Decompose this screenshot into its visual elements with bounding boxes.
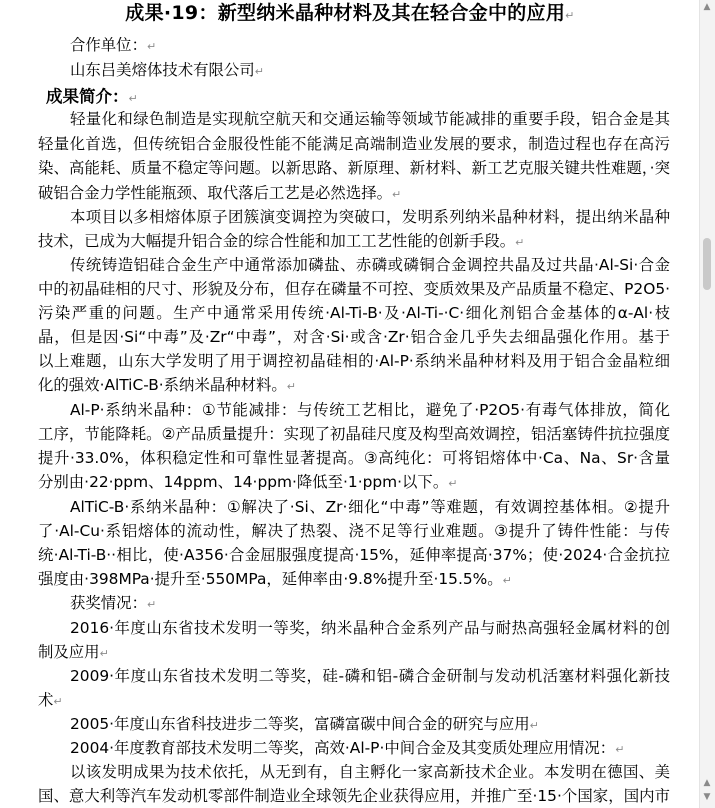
award-line: 2005·年度山东省科技进步二等奖，富磷富碳中间合金的研究与应用↵ — [70, 715, 539, 733]
body-line: 强度由·398MPa·提升至·550MPa，延伸率由·9.8%提升至·15.5%。↵ — [38, 570, 512, 588]
document-title — [0, 0, 700, 26]
vertical-scrollbar[interactable] — [699, 0, 715, 808]
paragraph-mark: ↵ — [565, 9, 575, 22]
body-line: 以该发明成果为技术依托，从无到有，自主孵化一家高新技术企业。本发明在德国、美 — [70, 763, 670, 781]
body-line: 晶，但是因·Si“中毒”及·Zr“中毒”，对含·Si·或含·Zr·铝合金几乎失去细晶强化作用。基于 — [38, 328, 670, 346]
body-line: 染、高能耗、质量不稳定等问题。以新思路、新原理、新材料、新工艺克服关键共性难题，·突 — [38, 159, 670, 177]
body-line: 传统铸造铝硅合金生产中通常添加磷盐、赤磷或磷铜合金调控共晶及过共晶·Al-Si·合金 — [70, 256, 670, 274]
body-line: 分别由·22·ppm、14ppm、14·ppm·降低至·1·ppm·以下。↵ — [38, 473, 458, 491]
award-line: 术↵ — [38, 691, 63, 709]
body-line: 本项目以多相熔体原子团簇演变调控为突破口，发明系列纳米晶种材料，提出纳米晶种 — [70, 208, 670, 226]
body-line: 轻量化首选，但传统铝合金服役性能不能满足高端制造业发展的要求，制造过程也存在高污 — [38, 135, 670, 153]
scroll-page-down-icon[interactable]: ▼ — [703, 792, 711, 802]
award-line: 2016·年度山东省技术发明一等奖，纳米晶种合金系列产品与耐热高强轻金属材料的创 — [70, 619, 670, 637]
scroll-page-up-icon[interactable]: ▲ — [703, 778, 711, 788]
award-line: 2009·年度山东省技术发明二等奖，硅-磷和铝-磷合金研制与发动机活塞材料强化新技 — [70, 667, 670, 685]
body-line: 污染严重的问题。生产中通常采用传统·Al-Ti-B·及·Al-Ti-·C·细化剂铝合金基体的α-Al·枝 — [38, 304, 670, 322]
body-line: Al-P·系纳米晶种：①节能减排：与传统工艺相比，避免了·P2O5·有毒气体排放，简化 — [70, 401, 670, 419]
cooperation-label: 合作单位：↵ — [70, 36, 157, 54]
cooperation-unit: 山东吕美熔体技术有限公司↵ — [70, 61, 264, 79]
body-line: 工序，节能降耗。②产品质量提升：实现了初晶硅尺度及构型高效调控，铝活塞铸件抗拉强度 — [38, 425, 670, 443]
body-line: 统·Al-Ti-B··相比，使·A356·合金屈服强度提高·15%，延伸率提高·37%；使·2024·合金抗拉 — [38, 546, 670, 564]
body-line: 国、意大利等汽车发动机零部件制造业全球领先企业获得应用，并推广至·15·个国家，国内市 — [38, 787, 670, 805]
body-line: 化的强效·AlTiC-B·系纳米晶种材料。↵ — [38, 376, 297, 394]
body-line: AlTiC-B·系纳米晶种：①解决了·Si、Zr·细化“中毒”等难题，有效调控基体相。②提升 — [70, 498, 670, 516]
body-line: 中的初晶硅相的尺寸、形貌及分布，但存在磷量不可控、变质效果及产品质量不稳定、P2O5· — [38, 280, 670, 298]
body-line: 以上难题，山东大学发明了用于调控初晶硅相的·Al-P·系纳米晶种材料及用于铝合金晶粒细 — [38, 352, 670, 370]
award-line: 2004·年度教育部技术发明二等奖，高效·Al-P·中间合金及其变质处理应用情况：↵ — [70, 739, 625, 757]
scroll-up-icon[interactable]: ▲ — [703, 2, 711, 12]
body-line: 轻量化和绿色制造是实现航空航天和交通运输等领域节能减排的重要手段，铝合金是其 — [70, 110, 670, 128]
body-line: 提升·33.0%，体积稳定性和可靠性显著提高。③高纯化：可将铝熔体中·Ca、Na、Sr·含量 — [38, 449, 670, 467]
title-text: 成果·19：新型纳米晶种材料及其在轻合金中的应用 — [125, 2, 566, 24]
body-line: 技术，已成为大幅提升铝合金的综合性能和加工工艺性能的创新手段。↵ — [38, 232, 525, 250]
body-line: 了·Al-Cu·系铝熔体的流动性，解决了热裂、浇不足等行业难题。③提升了铸件性能：与传 — [38, 522, 670, 540]
scrollbar-thumb[interactable] — [703, 238, 711, 290]
award-line: 制及应用↵ — [38, 643, 109, 661]
awards-heading: 获奖情况：↵ — [70, 594, 157, 612]
body-line: 破铝合金力学性能瓶颈、取代落后工艺是必然选择。↵ — [38, 184, 402, 202]
summary-heading: 成果简介：↵ — [46, 87, 138, 106]
